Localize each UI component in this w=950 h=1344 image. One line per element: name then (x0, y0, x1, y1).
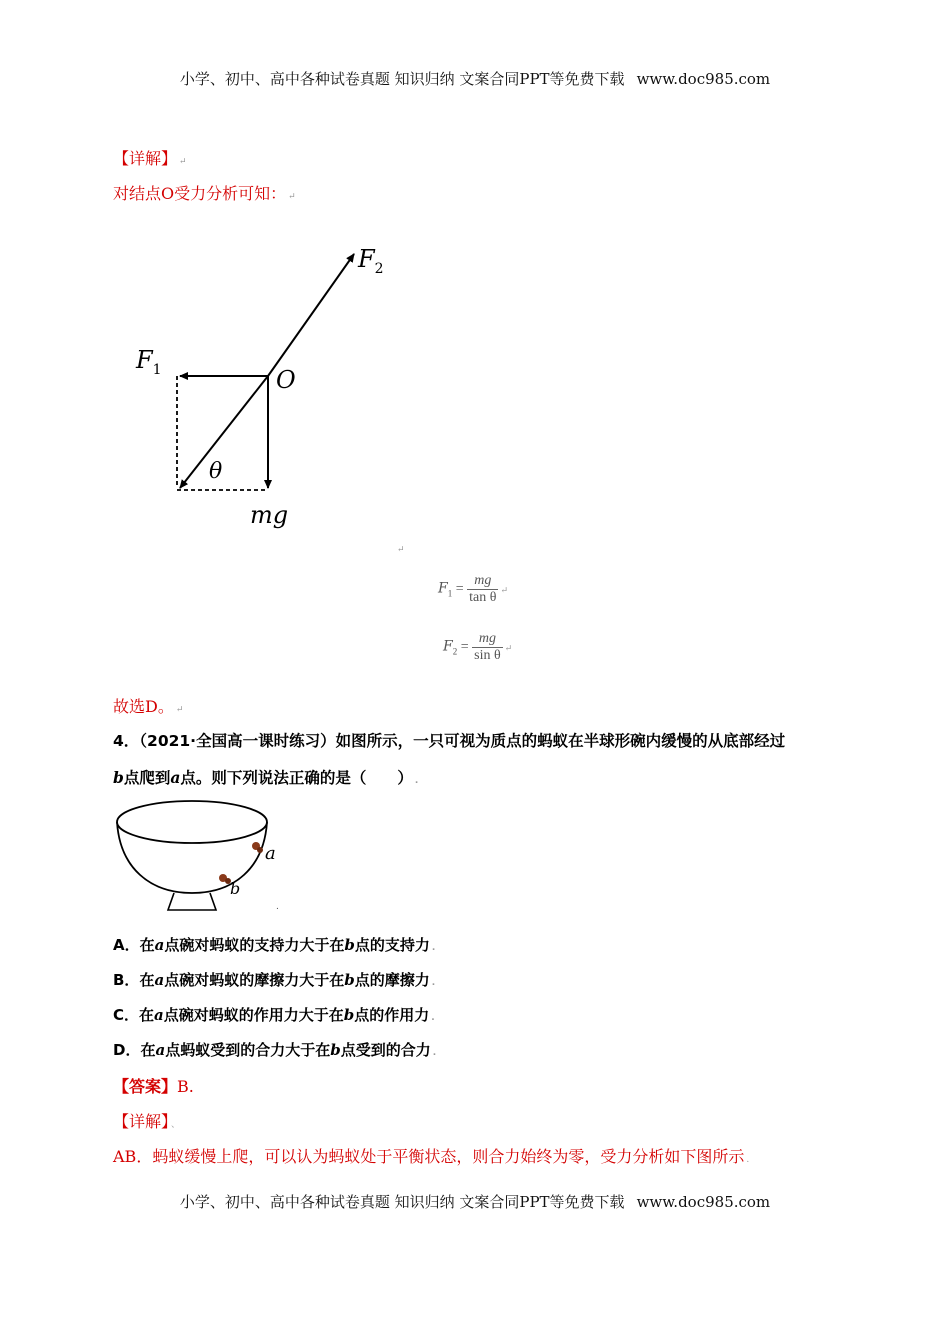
answer-line (113, 1074, 194, 1097)
analysis-intro: 对结点O受力分析可知： ↵ (113, 184, 296, 203)
explanation: AB．蚂蚁缓慢上爬，可以认为蚂蚁处于平衡状态，则合力始终为零，受力分析如下图所示 . (113, 1147, 750, 1166)
page-header (0, 68, 950, 89)
f1-label: $F_1$ (136, 346, 162, 378)
force-diagram (120, 230, 420, 540)
resultant-arrow (180, 376, 268, 488)
detail-heading-1: 【详解】 ↵ (113, 149, 187, 168)
option-d: D．在a点蚂蚁受到的合力大于在b点受到的合力 . (113, 1041, 437, 1059)
footer-site-text: 小学、初中、高中各种试卷真题 知识归纳 文案合同PPT等免费下载 (179, 1193, 625, 1211)
question-4-line2: b点爬到a点。则下列说法正确的是（ ） . (113, 768, 419, 787)
o-label: O (276, 366, 296, 394)
option-a: A．在a点碗对蚂蚁的支持力大于在b点的支持力 . (113, 936, 436, 954)
bowl-body (117, 822, 267, 893)
ant-a-body (257, 847, 263, 853)
detail-heading-2: 【详解】 、 (113, 1112, 181, 1131)
bowl-label-b: b (230, 879, 241, 898)
bowl-figure (110, 798, 290, 916)
bowl-rim (117, 801, 267, 843)
formula-f2: $F_2$ = $\frac{mg}{\text{sin θ}}$ ↵ (443, 631, 513, 663)
option-b: B．在a点碗对蚂蚁的摩擦力大于在b点的摩擦力 . (113, 971, 436, 989)
answer-value: B. (177, 1077, 194, 1096)
f2-label: $F_2$ (358, 245, 384, 277)
bowl-label-a: a (265, 843, 276, 864)
option-c: C．在a点碗对蚂蚁的作用力大于在b点的作用力 . (113, 1006, 435, 1024)
footer-url: www.doc985.com (636, 1193, 771, 1211)
mg-label: mg (250, 501, 289, 529)
question-4-line1: 4．（2021·全国高一课时练习）如图所示，一只可视为质点的蚂蚁在半球形碗内缓慢的从底部经过 (113, 732, 786, 750)
figure-end-mark: . (276, 902, 279, 912)
f2-arrow (268, 254, 354, 376)
theta-label: θ (209, 459, 223, 484)
answer-label: 【答案】 (113, 1077, 178, 1096)
formula-f1: $F_1$ = $\frac{mg}{\text{tan θ}}$ ↵ (438, 573, 508, 605)
paragraph-mark: ↵ (397, 545, 405, 555)
header-url: www.doc985.com (636, 70, 771, 88)
bowl-base (168, 893, 216, 910)
conclusion: 故选D。 ↵ (113, 697, 184, 716)
page-footer (0, 1191, 950, 1212)
header-site-text: 小学、初中、高中各种试卷真题 知识归纳 文案合同PPT等免费下载 (179, 70, 625, 88)
